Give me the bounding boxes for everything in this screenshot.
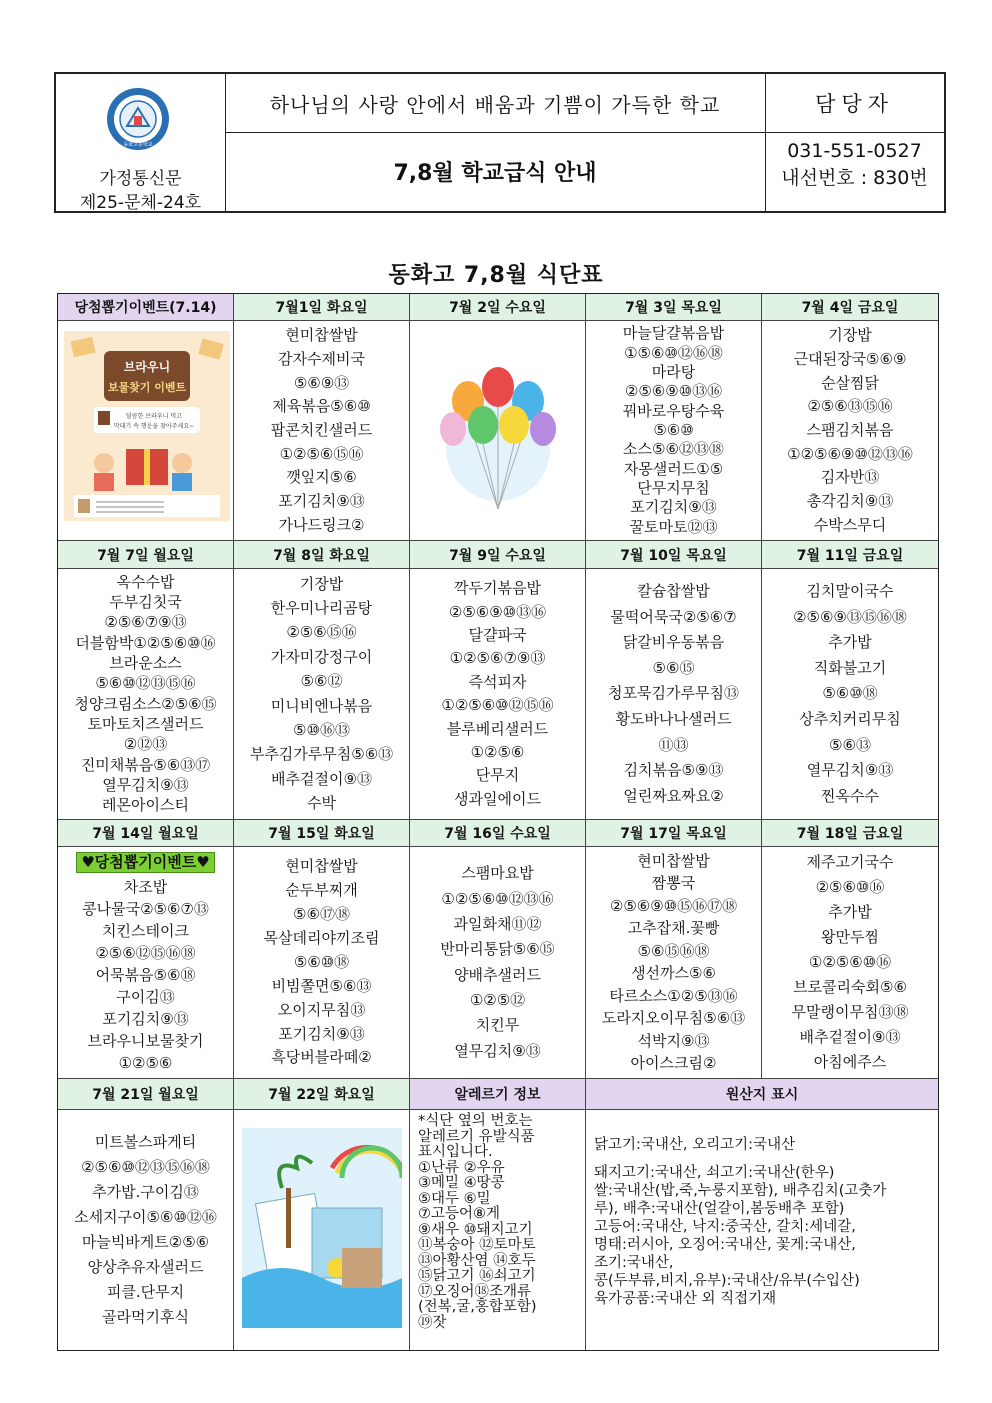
menu-item: 양배추샐러드 xyxy=(454,965,541,984)
menu-item: 블루베리샐러드 xyxy=(446,719,549,738)
menu-item: 쌀:국내산(밥,죽,누룽지포함), 배추김치(고춧가 xyxy=(594,1183,887,1199)
menu-item: 김치말이국수 xyxy=(806,582,894,601)
event-badge: ♥당첨뽑기이벤트♥ xyxy=(76,852,214,873)
menu-item: 오이지무침⑬ xyxy=(277,1000,366,1019)
menu-item: *식단 옆의 번호는 xyxy=(418,1113,533,1129)
menu-item: 고추잡채.꽃빵 xyxy=(627,919,720,938)
menu-item: 배추겉절이⑨⑬ xyxy=(271,769,372,788)
menu-cell xyxy=(762,569,938,820)
menu-item: ⑤⑥⑩⑱ xyxy=(293,952,350,971)
menu-item: 골라먹기후식 xyxy=(102,1308,189,1326)
day-header: 7월 7일 월요일 xyxy=(58,541,234,569)
menu-item: ⑰오징어⑱조개류 xyxy=(418,1283,532,1300)
menu-item: 포기김치⑨⑬ xyxy=(278,1024,365,1043)
svg-text:동화고등학교: 동화고등학교 xyxy=(123,142,153,148)
menu-item: 현미찹쌀밥 xyxy=(285,326,358,345)
menu-item: 닭갈비우동볶음 xyxy=(622,633,725,652)
menu-item: ⑤⑥⑫ xyxy=(300,672,343,691)
menu-item: 짬뽕국 xyxy=(651,874,696,893)
menu-item: 스팸마요밥 xyxy=(461,864,534,883)
menu-item: 치킨스테이크 xyxy=(102,921,189,940)
menu-item: ②⑤⑥⑫⑮⑯⑱ xyxy=(95,943,196,962)
menu-item: 아침에주스 xyxy=(813,1053,887,1071)
menu-item: 타르소스①②⑤⑬⑯ xyxy=(609,986,738,1005)
menu-item: 치킨무 xyxy=(475,1016,520,1035)
menu-cell xyxy=(586,569,762,820)
day-header: 7월 2일 수요일 xyxy=(410,294,586,321)
menu-item: 가자미강정구이 xyxy=(270,647,373,666)
day-header: 7월 8일 화요일 xyxy=(234,541,410,569)
menu-item: 단무지무침 xyxy=(637,479,710,498)
menu-item: 직화불고기 xyxy=(813,658,887,677)
menu-item: 목살데리야끼조림 xyxy=(263,929,380,948)
menu-item: 포기김치⑨⑬ xyxy=(278,491,365,510)
menu-item: 포기김치⑨⑬ xyxy=(102,1009,189,1028)
menu-item: ⑤대두 ⑥밀 xyxy=(418,1190,491,1207)
menu-item: ⑤⑥⑩⑫⑬⑮⑯ xyxy=(95,674,196,693)
menu-item: ⑤⑥⑮⑯⑱ xyxy=(637,941,710,960)
doc-title: 7,8월 학교급식 안내 xyxy=(393,161,597,186)
menu-item: 팝콘치킨샐러드 xyxy=(270,420,373,439)
menu-item: 소스⑤⑥⑫⑬⑱ xyxy=(623,440,724,459)
menu-item: 단무지 xyxy=(475,766,520,785)
menu-item: ①②⑤⑥⑮⑯ xyxy=(279,444,364,463)
menu-item: 루), 배추:국내산(얼갈이,봄동배추 포함) xyxy=(594,1201,845,1217)
menu-cell-inner xyxy=(82,878,209,1073)
menu-item: ②⑤⑥⑦⑨⑬ xyxy=(104,613,187,632)
menu-cell xyxy=(586,321,762,541)
menu-item: 현미찹쌀밥 xyxy=(285,857,358,876)
menu-item: 두부김칫국 xyxy=(109,592,182,611)
menu-item: 돼지고기:국내산, 쇠고기:국내산(한우) xyxy=(594,1165,835,1181)
menu-item: 수박스무디 xyxy=(813,515,887,534)
menu-item: 피클.단무지 xyxy=(106,1283,185,1301)
school-logo xyxy=(105,86,171,152)
menu-item: 생과일에이드 xyxy=(454,789,541,808)
menu-item: 깍두기볶음밥 xyxy=(454,579,541,598)
menu-item: 소세지구이⑤⑥⑩⑫⑯ xyxy=(74,1208,217,1226)
menu-item: 생선까스⑤⑥ xyxy=(631,964,716,983)
menu-item: 순두부찌개 xyxy=(285,881,358,900)
menu-item: 조기:국내산, xyxy=(594,1255,674,1271)
menu-item: 얼린짜요짜요② xyxy=(623,786,724,805)
menu-item: 콩(두부류,비지,유부):국내산/유부(수입산) xyxy=(594,1273,860,1289)
day-header: 7월 11일 금요일 xyxy=(762,541,938,569)
menu-item: ②⑤⑥⑬⑮⑯ xyxy=(807,397,893,416)
menu-cell xyxy=(410,569,586,820)
menu-item: 포기김치⑨⑬ xyxy=(630,498,717,517)
menu-item: 스팸김치볶음 xyxy=(806,420,894,439)
menu-item: 레몬아이스티 xyxy=(102,796,189,815)
menu-item: 도라지오이무침⑤⑥⑬ xyxy=(601,1009,746,1028)
menu-item: 브라운소스 xyxy=(109,653,182,672)
menu-cell xyxy=(58,1110,234,1350)
menu-item: 총각김치⑨⑬ xyxy=(806,491,894,510)
menu-item: (전복,굴,홍합포함) xyxy=(418,1299,537,1315)
menu-item: 과일화채⑪⑫ xyxy=(453,914,542,933)
day-header: 7월 17일 목요일 xyxy=(586,820,762,847)
allergy-info xyxy=(410,1110,586,1350)
menu-item: 청양크림소스②⑤⑥⑮ xyxy=(74,694,217,713)
menu-item: ①②⑤⑥⑦⑨⑬ xyxy=(449,649,546,668)
menu-item: ①②⑤⑥⑩⑯ xyxy=(808,953,892,971)
balloons-image-cell xyxy=(410,321,586,541)
menu-item: ⑤⑥⑰⑱ xyxy=(293,905,350,924)
contact-info xyxy=(765,138,944,192)
school-motto: 하나님의 사랑 안에서 배움과 기쁨이 가득한 학교 xyxy=(225,74,765,133)
menu-item: 자몽샐러드①⑤ xyxy=(623,459,724,478)
menu-item: 더블함박①②⑤⑥⑩⑯ xyxy=(75,633,216,652)
menu-cell xyxy=(234,321,410,541)
menu-item: 미니비엔나볶음 xyxy=(270,696,373,715)
menu-item: 배추겉절이⑨⑬ xyxy=(799,1028,901,1046)
menu-item: 가나드링크② xyxy=(278,515,365,534)
menu-item: 한우미나리곰탕 xyxy=(270,599,373,618)
menu-item: 김자반⑬ xyxy=(820,468,880,487)
menu-item: 물떡어묵국②⑤⑥⑦ xyxy=(610,607,737,626)
menu-item: ⑤⑥⑨⑬ xyxy=(293,373,350,392)
menu-item: ①②⑤⑥⑩⑫⑬⑯ xyxy=(441,889,554,908)
menu-item: ③메밀 ④땅콩 xyxy=(418,1175,505,1191)
menu-item: 부추김가루무침⑤⑥⑬ xyxy=(249,745,394,764)
menu-item: 비빔쫄면⑤⑥⑬ xyxy=(271,976,372,995)
menu-item: 감자수제비국 xyxy=(278,349,365,368)
menu-item: 반마리통닭⑤⑥⑮ xyxy=(440,940,555,959)
menu-item xyxy=(594,1154,932,1164)
contact-cell xyxy=(765,74,944,211)
menu-item: ②⑤⑥⑮⑯ xyxy=(286,623,357,642)
menu-item: 제주고기국수 xyxy=(806,853,894,871)
menu-cell-with-badge xyxy=(58,847,234,1079)
menu-item: 황도바나나샐러드 xyxy=(615,710,732,728)
svg-text:달콤한 브라우니 먹고: 달콤한 브라우니 먹고 xyxy=(126,413,182,420)
menu-table xyxy=(57,293,939,1351)
svg-text:막대기 속 행운을 찾아주세요~: 막대기 속 행운을 찾아주세요~ xyxy=(113,423,195,430)
day-header: 7월 16일 수요일 xyxy=(410,820,586,847)
menu-item: 명태:러시아, 오징어:국내산, 꽃게:국내산, xyxy=(594,1237,856,1253)
menu-item: ②⑤⑥⑨⑬⑮⑯⑱ xyxy=(793,607,907,626)
menu-item: 미트볼스파게티 xyxy=(94,1133,197,1151)
menu-item: 차조밥 xyxy=(123,877,168,896)
menu-item: 칼슘찹쌀밥 xyxy=(637,582,710,601)
summer-beach-image xyxy=(242,1128,402,1328)
menu-item: 현미찹쌀밥 xyxy=(637,851,710,870)
menu-item: 브라우니보물찾기 xyxy=(87,1031,204,1050)
menu-cell xyxy=(234,569,410,820)
menu-cell xyxy=(762,847,938,1079)
menu-item: ⑲잣 xyxy=(418,1314,447,1331)
day-header: 7월1일 화요일 xyxy=(234,294,410,321)
day-header: 7월 18일 금요일 xyxy=(762,820,938,847)
event-poster-cell xyxy=(58,321,234,541)
menu-item: 찐옥수수 xyxy=(821,786,879,805)
title-cell xyxy=(225,74,766,211)
menu-item: ②⑤⑥⑩⑯ xyxy=(815,878,885,896)
menu-item: ②⑫⑬ xyxy=(123,735,168,754)
menu-item: 진미채볶음⑤⑥⑬⑰ xyxy=(80,755,211,774)
menu-item: 왕만두찜 xyxy=(821,928,879,946)
menu-item: 열무김치⑨⑬ xyxy=(454,1041,541,1060)
menu-item: 꿔바로우탕수육 xyxy=(622,401,725,420)
day-header: 7월 3일 목요일 xyxy=(586,294,762,321)
menu-item: ⑤⑥⑩⑱ xyxy=(822,684,878,703)
menu-item: 기장밥 xyxy=(828,326,872,345)
menu-item: ②⑤⑥⑩⑫⑬⑮⑯⑱ xyxy=(81,1158,210,1176)
menu-item: ①②⑤⑥⑨⑩⑫⑬⑯ xyxy=(787,444,913,463)
menu-item: 토마토치즈샐러드 xyxy=(87,714,204,733)
contact-label: 담당자 xyxy=(765,74,944,133)
menu-item: 꿀토마토⑫⑬ xyxy=(629,517,718,536)
menu-item: ①⑤⑥⑩⑫⑯⑱ xyxy=(624,343,723,362)
menu-item: 표시입니다. xyxy=(418,1144,493,1160)
menu-item: 콩나물국②⑤⑥⑦⑬ xyxy=(82,899,209,918)
menu-item: 기장밥 xyxy=(299,574,344,593)
day-header: 7월 22일 화요일 xyxy=(234,1079,410,1110)
menu-item: 아이스크림② xyxy=(630,1054,717,1073)
menu-item: ①②⑤⑥ xyxy=(118,1053,173,1072)
menu-item: 상추치커리무침 xyxy=(799,710,901,728)
menu-item: ⑤⑥⑮ xyxy=(652,658,695,677)
extension-number: 내선번호 : 830번 xyxy=(781,167,928,189)
menu-item: ⑦고등어⑧게 xyxy=(418,1206,501,1222)
menu-item: 깻잎지⑤⑥ xyxy=(286,468,357,487)
school-info-cell xyxy=(56,74,226,211)
menu-item: ⑬아황산염 ⑭호두 xyxy=(418,1252,536,1269)
poster-title-2: 보물찾기 이벤트 xyxy=(107,381,187,394)
menu-item: 닭고기:국내산, 오리고기:국내산 xyxy=(594,1137,796,1153)
menu-cell xyxy=(410,847,586,1079)
menu-title: 동화고 7,8월 식단표 xyxy=(388,263,604,288)
menu-item: 추가밥.구이김⑬ xyxy=(92,1183,199,1201)
day-header: 7월 21일 월요일 xyxy=(58,1079,234,1110)
menu-item: 어묵볶음⑤⑥⑱ xyxy=(95,965,196,984)
menu-item: 흑당버블라떼② xyxy=(271,1048,372,1067)
menu-item: ⑤⑥⑬ xyxy=(829,735,871,754)
menu-item: 청포묵김가루무침⑬ xyxy=(608,684,739,703)
document-header xyxy=(54,72,946,213)
menu-item: ①②⑤⑥ xyxy=(470,742,525,761)
menu-item: 마늘빅바게트②⑤⑥ xyxy=(81,1233,210,1251)
day-header: 7월 4일 금요일 xyxy=(762,294,938,321)
day-header: 7월 9일 수요일 xyxy=(410,541,586,569)
menu-item: 수박 xyxy=(307,794,336,813)
beach-image-cell xyxy=(234,1110,410,1350)
menu-cell xyxy=(586,847,762,1079)
menu-item: 육가공품:국내산 외 직접기재 xyxy=(594,1291,777,1307)
doc-type: 가정통신문 xyxy=(99,169,182,189)
menu-item: 마라탕 xyxy=(651,362,696,381)
menu-item: 옥수수밥 xyxy=(116,572,175,591)
menu-cell xyxy=(58,569,234,820)
menu-cell xyxy=(234,847,410,1079)
menu-item: 구이김⑬ xyxy=(116,987,175,1006)
menu-item: ②⑤⑥⑨⑩⑬⑯ xyxy=(624,382,723,401)
menu-item: 즉석피자 xyxy=(468,672,527,691)
event-header: 당첨뽑기이벤트(7.14) xyxy=(58,294,234,321)
brownie-event-poster xyxy=(64,331,230,521)
menu-item: 추가밥 xyxy=(828,903,872,921)
menu-item: ①난류 ②우유 xyxy=(418,1159,505,1176)
menu-item: 마늘달걀볶음밥 xyxy=(622,324,725,343)
doc-number: 제25-문체-24호 xyxy=(79,193,202,213)
day-header: 7월 10일 목요일 xyxy=(586,541,762,569)
menu-item: 양상추유자샐러드 xyxy=(87,1258,204,1276)
menu-item: ②⑤⑥⑨⑩⑮⑯⑰⑱ xyxy=(609,896,738,915)
menu-item: ⑪⑬ xyxy=(658,735,689,754)
menu-item: 달걀파국 xyxy=(468,625,527,644)
menu-item: ⑤⑥⑩ xyxy=(653,420,694,439)
menu-item: 알레르기 유발식품 xyxy=(418,1128,535,1145)
menu-item: ⑤⑩⑯⑬ xyxy=(293,721,350,740)
menu-item: 석박지⑨⑬ xyxy=(637,1031,710,1050)
menu-item: 브로콜리숙회⑤⑥ xyxy=(793,978,907,996)
origin-header: 원산지 표시 xyxy=(586,1079,938,1110)
day-header: 7월 14일 월요일 xyxy=(58,820,234,847)
menu-item: ⑮닭고기 ⑯쇠고기 xyxy=(418,1268,536,1284)
menu-item: ⑨새우 ⑩돼지고기 xyxy=(418,1221,533,1238)
menu-item: 무말랭이무침⑬⑱ xyxy=(791,1003,909,1021)
origin-info xyxy=(586,1110,938,1350)
day-header: 7월 15일 화요일 xyxy=(234,820,410,847)
menu-item: 고등어:국내산, 낙지:중국산, 갈치:세네갈, xyxy=(594,1219,856,1235)
balloons-image xyxy=(428,349,568,519)
phone-number: 031-551-0527 xyxy=(787,140,922,162)
allergy-header: 알레르기 정보 xyxy=(410,1079,586,1110)
menu-item: 순살찜닭 xyxy=(821,373,879,392)
menu-item: ②⑤⑥⑨⑩⑬⑯ xyxy=(448,602,547,621)
menu-item: 추가밥 xyxy=(828,633,872,652)
menu-item: 열무김치⑨⑬ xyxy=(102,775,189,794)
menu-item: ①②⑤⑥⑩⑫⑮⑯ xyxy=(441,696,554,715)
menu-item: 열무김치⑨⑬ xyxy=(806,761,894,780)
menu-item: 제육볶음⑤⑥⑩ xyxy=(272,397,371,416)
menu-item: 김치볶음⑤⑨⑬ xyxy=(623,761,724,780)
poster-title-1: 브라우니 xyxy=(123,360,171,374)
menu-item: 근대된장국⑤⑥⑨ xyxy=(793,349,907,368)
menu-item: ⑪복숭아 ⑫토마토 xyxy=(418,1237,536,1253)
menu-item: ①②⑤⑫ xyxy=(469,991,526,1010)
menu-cell xyxy=(762,321,938,541)
